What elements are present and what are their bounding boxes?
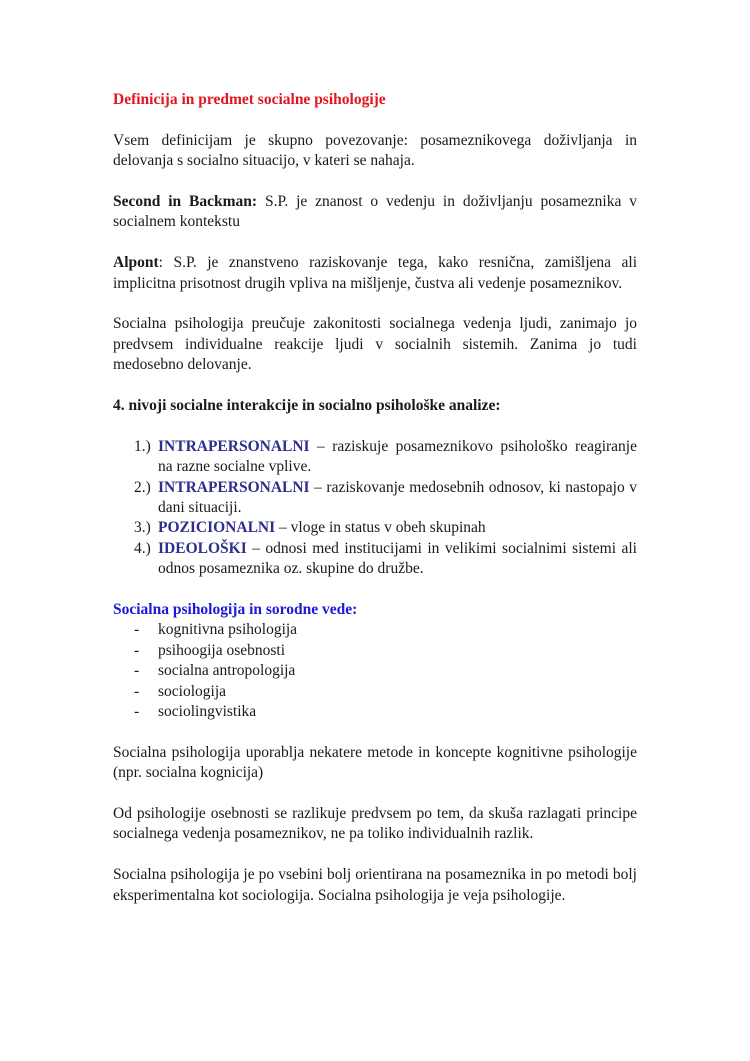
dash-bullet-icon: -	[134, 662, 140, 680]
list-item-label: socialna antropologija	[158, 662, 296, 680]
level-name: INTRAPERSONALNI	[158, 437, 310, 455]
dash-bullet-icon: -	[134, 621, 140, 639]
list-item-label: sociologija	[158, 682, 227, 700]
list-item	[113, 661, 637, 681]
subject-paragraph: Socialna psihologija preučuje zakonitosti socialnega vedenja ljudi, zanimajo jo predvsem individualne reakcije ljudi v socialnih sistemih. Zanima jo tudi medosebno delovanje.	[113, 315, 637, 374]
levels-list	[113, 437, 637, 580]
list-item	[113, 641, 637, 661]
level-description: – odnosi med institucijami in velikimi socialnimi sistemi ali odnos posameznika oz. skupine do družbe.	[158, 539, 637, 578]
dash-bullet-icon: -	[134, 682, 140, 700]
list-number: 1.)	[134, 437, 151, 455]
definition-text: : S.P. je znanstveno raziskovanje tega, kako resnična, zamišljena ali implicitna prisotnost drugih vpliva na mišljenje, čustva ali vedenje posameznikov.	[113, 254, 637, 292]
intro-paragraph: Vsem definicijam je skupno povezovanje: posameznikovega doživljanja in delovanja s socialno situacijo, v kateri se nahaja.	[113, 131, 637, 170]
list-item	[113, 620, 637, 640]
definition-second-backman	[113, 192, 637, 233]
list-number: 4.)	[134, 539, 151, 557]
list-item	[113, 518, 637, 538]
list-item	[113, 682, 637, 702]
page-title: Definicija in predmet socialne psihologije	[113, 91, 386, 108]
definition-alpont	[113, 253, 637, 294]
sociology-paragraph: Socialna psihologija je po vsebini bolj orientirana na posameznika in po metodi bolj eksperimentalna kot sociologija. Socialna psihologija je veja psihologije.	[113, 866, 637, 904]
definition-text: S.P. je znanost o vedenju in doživljanju posameznika v socialnem kontekstu	[113, 193, 637, 231]
level-name: IDEOLOŠKI	[158, 539, 247, 557]
related-heading: Socialna psihologija in sorodne vede:	[113, 601, 358, 619]
list-item-label: sociolingvistika	[158, 703, 257, 721]
list-item	[113, 437, 637, 478]
level-name: POZICIONALNI	[158, 519, 276, 537]
list-item-label: kognitivna psihologija	[158, 621, 298, 639]
level-description: – vloge in status v obeh skupinah	[275, 519, 486, 537]
list-item	[113, 539, 637, 580]
dash-bullet-icon: -	[134, 703, 140, 721]
level-name: INTRAPERSONALNI	[158, 478, 310, 496]
list-number: 3.)	[134, 519, 151, 537]
list-item-label: psihoogija osebnosti	[158, 641, 286, 659]
level-description: – raziskuje posameznikovo psihološko reagiranje na razne socialne vplive.	[158, 437, 637, 476]
definition-author: Second in Backman:	[113, 193, 258, 210]
list-number: 2.)	[134, 478, 151, 496]
personality-paragraph: Od psihologije osebnosti se razlikuje predvsem po tem, da skuša razlagati principe socialnega vedenja posameznikov, ne pa toliko individualnih razlik.	[113, 805, 637, 843]
level-description: – raziskovanje medosebnih odnosov, ki nastopajo v dani situaciji.	[158, 478, 637, 517]
list-item	[113, 478, 637, 519]
levels-heading: 4. nivoji socialne interakcije in socialno psihološke analize:	[113, 397, 501, 415]
dash-bullet-icon: -	[134, 641, 140, 659]
related-fields-list	[113, 620, 637, 722]
document-page	[113, 90, 637, 926]
cognitive-paragraph: Socialna psihologija uporablja nekatere metode in koncepte kognitivne psihologije (npr. socialna kognicija)	[113, 743, 637, 782]
definition-author: Alpont	[113, 254, 159, 272]
list-item	[113, 702, 637, 722]
